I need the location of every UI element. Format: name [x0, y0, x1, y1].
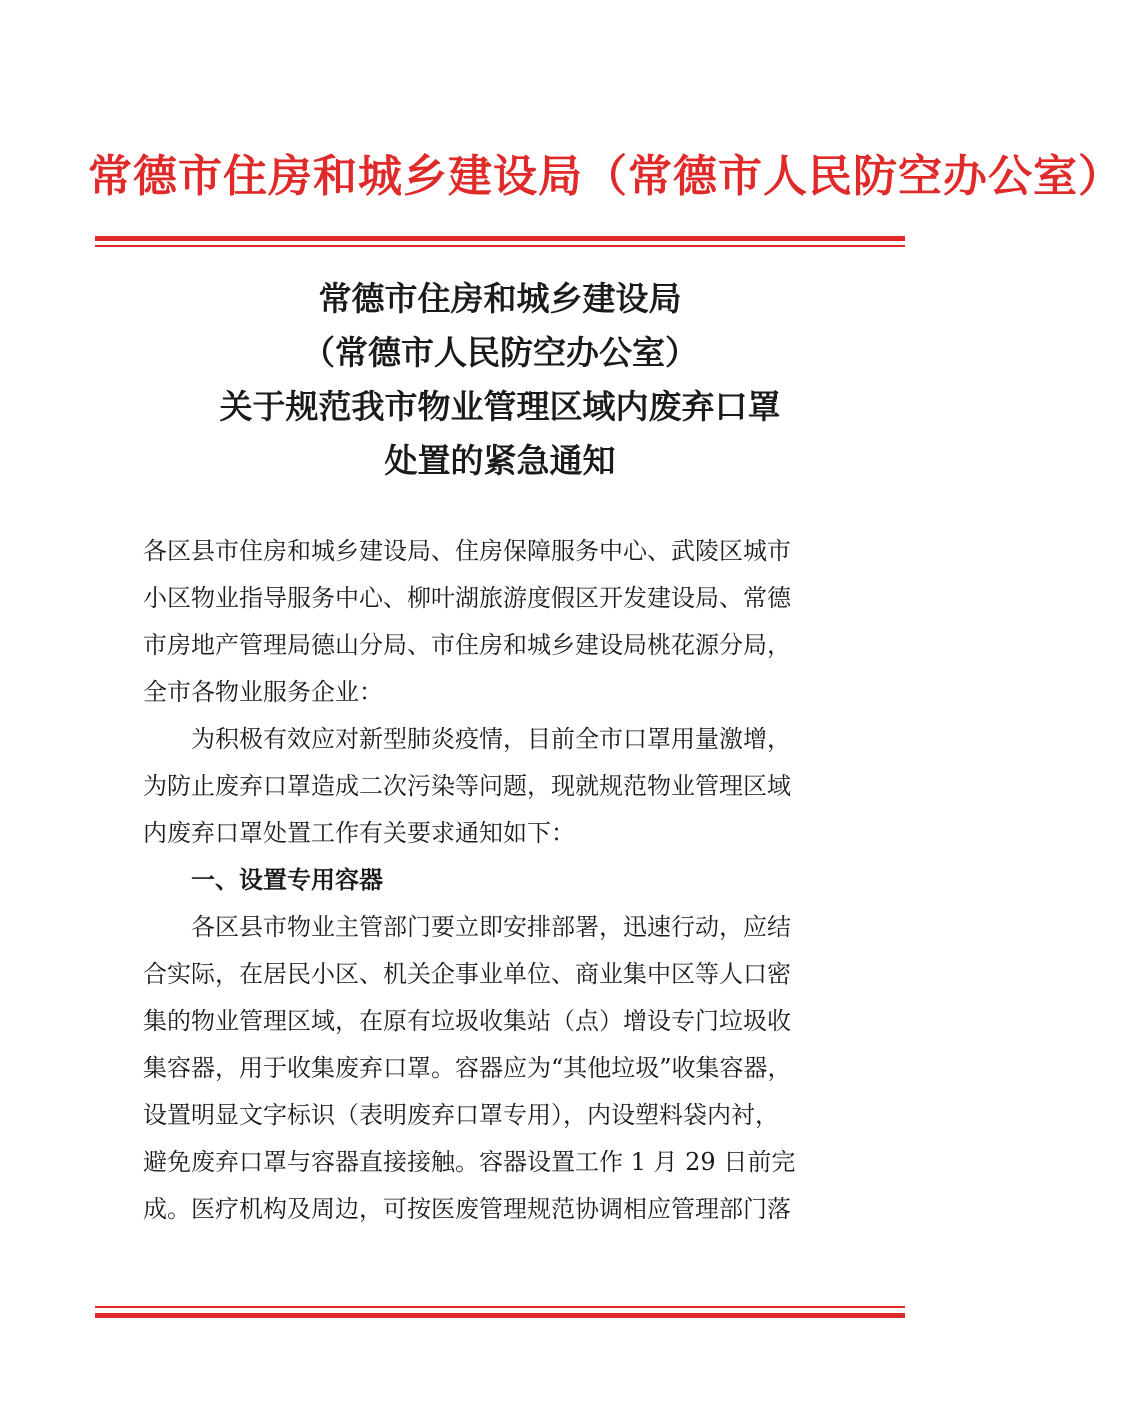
recipients-line: 小区物业指导服务中心、柳叶湖旅游度假区开发建设局、常德	[143, 584, 791, 612]
intro-line: 为积极有效应对新型肺炎疫情，目前全市口罩用量激增，	[191, 725, 791, 753]
intro-line: 内废弃口罩处置工作有关要求通知如下：	[143, 819, 575, 847]
section-1-line: 各区县市物业主管部门要立即安排部署，迅速行动，应结	[191, 913, 791, 941]
title-line-1: 常德市住房和城乡建设局	[318, 279, 682, 318]
section-1-line: 设置明显文字标识（表明废弃口罩专用），内设塑料袋内衬，	[143, 1101, 779, 1129]
document-body	[143, 528, 863, 1233]
recipients-line: 市房地产管理局德山分局、市住房和城乡建设局桃花源分局，	[143, 631, 791, 659]
title-line-3: 关于规范我市物业管理区域内废弃口罩	[219, 387, 781, 426]
title-line-2: （常德市人民防空办公室）	[302, 333, 698, 372]
section-1-line: 避免废弃口罩与容器直接接触。容器设置工作 1 月 29 日前完	[143, 1148, 796, 1176]
document-title	[100, 272, 900, 488]
title-line-4: 处置的紧急通知	[384, 441, 616, 480]
section-1-line: 集容器，用于收集废弃口罩。容器应为“其他垃圾”收集容器，	[143, 1054, 792, 1082]
header-org-name: 常德市住房和城乡建设局（常德市人民防空办公室）	[88, 151, 1123, 202]
recipients-block	[143, 528, 863, 716]
header-rule-thin	[95, 245, 905, 247]
footer-rule-thin	[95, 1306, 905, 1308]
footer-rule-thick	[95, 1313, 905, 1318]
header-rule-thick	[95, 236, 905, 241]
recipients-line: 各区县市住房和城乡建设局、住房保障服务中心、武陵区城市	[143, 537, 791, 565]
section-1-line: 集的物业管理区域，在原有垃圾收集站（点）增设专门垃圾收	[143, 1007, 791, 1035]
intro-line: 为防止废弃口罩造成二次污染等问题，现就规范物业管理区域	[143, 772, 791, 800]
recipients-line: 全市各物业服务企业：	[143, 678, 383, 706]
section-1-line: 成。医疗机构及周边，可按医废管理规范协调相应管理部门落	[143, 1195, 791, 1223]
section-1-paragraph	[143, 904, 863, 1233]
section-1-line: 合实际，在居民小区、机关企事业单位、商业集中区等人口密	[143, 960, 791, 988]
intro-paragraph	[143, 716, 863, 857]
section-1-heading: 一、设置专用容器	[191, 866, 383, 894]
